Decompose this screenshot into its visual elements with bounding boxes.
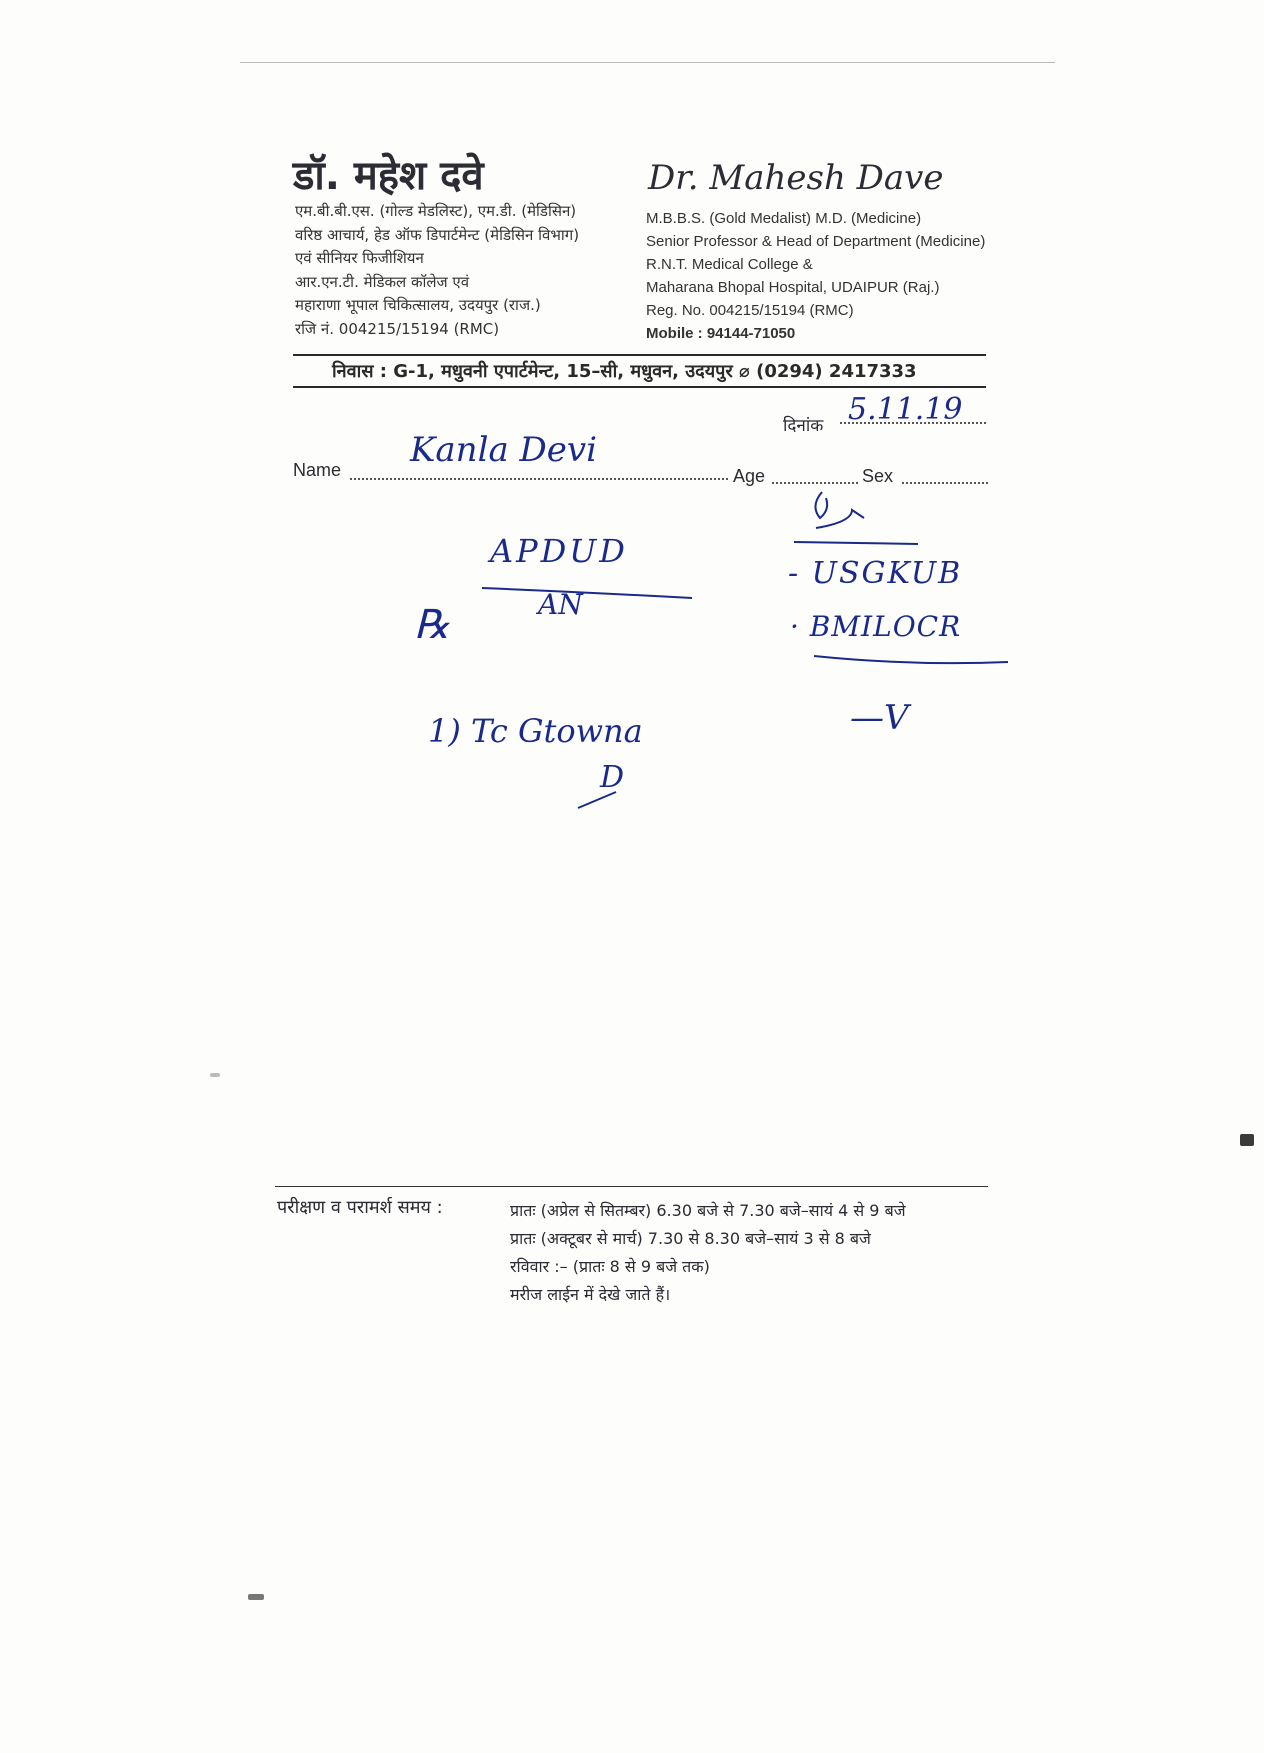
arrow-mark-handwritten: D [600,760,625,795]
qualifications-hindi [295,200,579,341]
qualification-line-hindi: एवं सीनियर फिजीशियन [295,249,424,267]
age-field-line [772,482,858,484]
timing-line: प्रातः (अप्रेल से सितम्बर) 6.30 बजे से 7.30 बजे–सायं 4 से 9 बजे [510,1201,906,1220]
scan-speck [248,1594,264,1600]
diagnosis-subtext-handwritten: AN [538,588,583,621]
test-item-handwritten: - USGKUB [788,556,963,591]
consultation-timings [510,1197,906,1309]
doctor-name-english: Dr. Mahesh Dave [648,158,944,198]
footer-divider [275,1186,988,1187]
diagnosis-underline [480,582,695,602]
tests-underline [812,650,1012,670]
sex-label: Sex [862,466,894,486]
arrow-stroke-handwritten [576,782,626,812]
qualification-line-hindi: आर.एन.टी. मेडिकल कॉलेज एवं [295,272,470,291]
timing-note: मरीज लाईन में देखे जाते हैं। [510,1285,671,1304]
mobile-number: Mobile : 94144-71050 [646,325,796,342]
scan-speck [1240,1134,1254,1146]
qualifications-english [646,207,985,345]
consultation-timing-label: परीक्षण व परामर्श समय : [277,1197,443,1218]
diagnosis-handwritten: APDUD [490,532,628,570]
name-field-line [350,478,728,480]
date-label: दिनांक [783,416,824,436]
page-top-edge-line [240,62,1055,63]
qualification-line-hindi: एम.बी.बी.एस. (गोल्ड मेडलिस्ट), एम.डी. (मेडिसिन) [295,202,577,220]
qualification-line-hindi: वरिष्ठ आचार्य, हेड ऑफ डिपार्टमेन्ट (मेडिसिन विभाग) [295,225,580,244]
name-label: Name [293,460,342,480]
header-divider-bottom [293,386,986,388]
qualification-line-english: M.B.B.S. (Gold Medalist) M.D. (Medicine) [646,210,922,227]
timing-line: रविवार :– (प्रातः 8 से 9 बजे तक) [510,1257,710,1276]
registration-number-english: Reg. No. 004215/15194 (RMC) [646,302,854,319]
registration-number-hindi: रजि नं. 004215/15194 (RMC) [295,319,500,338]
qualification-line-english: Maharana Bhopal Hospital, UDAIPUR (Raj.) [646,279,940,296]
timing-line: प्रातः (अक्टूबर से मार्च) 7.30 से 8.30 बजे–सायं 3 से 8 बजे [510,1229,871,1248]
doctor-name-hindi: डॉ. महेश दवे [293,153,484,199]
patient-name-handwritten: Kanla Devi [410,430,597,470]
qualification-line-english: R.N.T. Medical College & [646,256,813,273]
rx-symbol-handwritten: ℞ [414,602,450,648]
header-divider-top [293,354,986,356]
age-label: Age [733,466,766,486]
sex-field-line [902,482,988,484]
date-value-handwritten: 5.11.19 [848,392,963,427]
treatment-handwritten: 1) Tc Gtowna [428,712,643,750]
rx-mark-handwritten [792,488,922,548]
test-item-handwritten: · BMILOCR [790,610,962,643]
qualification-line-hindi: महाराणा भूपाल चिकित्सालय, उदयपुर (राज.) [295,296,541,314]
residence-address: निवास : G-1, मधुवनी एपार्टमेन्ट, 15–सी, मधुवन, उदयपुर ⌀ (0294) 2417333 [332,361,917,382]
qualification-line-english: Senior Professor & Head of Department (Medicine) [646,233,986,250]
scan-speck [210,1073,220,1077]
arrow-mark-handwritten: —V [850,698,909,738]
